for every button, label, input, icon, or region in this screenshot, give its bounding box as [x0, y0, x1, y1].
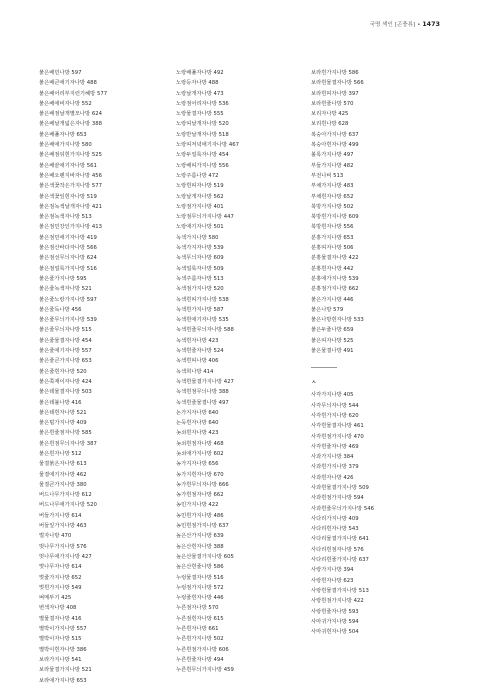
- index-entry: 붉은흰자나방 512: [39, 450, 82, 457]
- index-entry: 벗나무가지나방 576: [39, 543, 87, 550]
- index-entry: 누른흰무늬가지나방 459: [176, 667, 234, 674]
- index-entry: 붉은배오렌지바자나방 456: [39, 172, 102, 179]
- index-entry: 붉은줄독나방 456: [39, 306, 82, 313]
- index-entry: 노랑두얼룩자나방 454: [176, 152, 229, 159]
- index-entry: 분홍가지나방 653: [311, 234, 354, 241]
- index-entry: 복숭아흰자나방 499: [311, 142, 359, 149]
- index-entry: 별박이흰자나방 386: [39, 646, 87, 653]
- index-entry: 벚흰가지나방 549: [39, 584, 82, 591]
- index-entry: 붉은점녹색날개자나방 421: [39, 203, 102, 210]
- running-header: [370, 20, 440, 28]
- index-entry: 붉은가지나방 446: [311, 296, 354, 303]
- index-entry: 노랑점어리자나방 536: [176, 100, 229, 107]
- index-entry: 북방흰가지나방 609: [311, 214, 359, 221]
- index-entry: 녹색흰줄무늬자나방 588: [176, 327, 234, 334]
- index-entry: 붉은물결나방 491: [311, 348, 354, 355]
- index-entry: 붉은줄흰자나방 520: [39, 368, 87, 375]
- index-entry: 사각흰물결자나방 461: [311, 423, 364, 430]
- index-entry: 녹색흰줄자나방 524: [176, 348, 224, 355]
- index-entry: 버들잎가지나방 463: [39, 523, 87, 530]
- index-entry: 녹색주름자나방 513: [176, 275, 224, 282]
- index-entry: 녹색흰자나방 423: [176, 337, 219, 344]
- index-entry: 놋쇠애가지나방 602: [176, 450, 224, 457]
- index-entry: 농가흰무늬자나방 666: [176, 481, 229, 488]
- index-entry: 누른흰자나방 661: [176, 626, 219, 633]
- index-entry: 녹색얼룩자나방 509: [176, 265, 224, 272]
- index-entry: 분홍흰자나방 442: [311, 265, 354, 272]
- index-entry: 논둑흰자나방 640: [176, 420, 219, 427]
- index-entry: 보라흰물결자나방 566: [311, 80, 364, 87]
- index-entry: 사과흰자나방 426: [311, 474, 354, 481]
- index-entry: 보리자나방 425: [311, 111, 349, 118]
- index-entry: 녹색가지나방 580: [176, 234, 219, 241]
- index-entry: 노랑주름나방 472: [176, 172, 219, 179]
- index-entry: 별박이가지나방 557: [39, 626, 87, 633]
- index-entry: 사각흰점가지나방 470: [311, 433, 364, 440]
- index-entry: 부전나비 513: [311, 172, 344, 179]
- index-entry: 부채흰자나방 652: [311, 193, 354, 200]
- index-entry: 붉은털가지나방 409: [39, 420, 87, 427]
- index-entry: 사랑흰줄자나방 593: [311, 608, 359, 615]
- index-entry: 붉은점녹색자나방 513: [39, 214, 92, 221]
- page-number: 1473: [422, 20, 440, 28]
- index-entry: 붉은배민나방 597: [39, 70, 82, 76]
- index-entry: 별박이자나방 515: [39, 636, 82, 643]
- index-entry: 사마귀가지나방 594: [311, 618, 359, 625]
- index-entry: 사다리흰자나방 543: [311, 526, 359, 533]
- index-entry: 노랑물결자나방 555: [176, 111, 224, 118]
- index-entry: 붉은점산바다자나방 566: [39, 245, 97, 252]
- index-entry: 분홍애가지나방 539: [311, 275, 359, 282]
- index-entry: 농민흰가지나방 486: [176, 512, 224, 519]
- index-entry: 농가지흰자나방 670: [176, 471, 224, 478]
- index-entry: 버들가지나방 614: [39, 512, 82, 519]
- index-entry: 보라애가지나방 653: [39, 677, 87, 684]
- index-entry: 사다리흰점자나방 576: [311, 546, 364, 553]
- index-entry: 붉은나방 579: [311, 306, 344, 313]
- index-entry: 논가지자나방 640: [176, 409, 219, 416]
- index-entry: 누렁물결자나방 516: [176, 574, 224, 581]
- index-entry: 별물결자나방 416: [39, 615, 82, 622]
- index-entry: 노랑띠날개자나방 520: [176, 121, 229, 128]
- index-entry: 볼록가지나방 497: [311, 152, 354, 159]
- index-entry: 분홍띠자나방 506: [311, 245, 354, 252]
- index-entry: 붉은점선무늬자나방 624: [39, 255, 97, 262]
- index-entry: 노랑반날개자나방 518: [176, 131, 229, 138]
- index-entry: 노랑날개자나방 473: [176, 90, 224, 97]
- index-entry: 농민가지나방 422: [176, 502, 219, 509]
- index-entry: 붉은흰점무늬자나방 387: [39, 440, 97, 447]
- index-entry: 사각흰가지나방 620: [311, 412, 359, 419]
- index-entry: 농민흰점가지나방 637: [176, 523, 229, 530]
- index-entry: 노랑띠저녁애기자나방 467: [176, 142, 239, 149]
- index-entry: 사랑흰자나방 623: [311, 577, 354, 584]
- index-entry: 붉은테불나방 416: [39, 399, 82, 406]
- index-entry: 복숭아가지나방 637: [311, 131, 359, 138]
- index-entry: 녹색희나방 414: [176, 368, 214, 375]
- index-entry: 벗나무애가지나방 427: [39, 553, 92, 560]
- index-entry: 붉은흰줄점자나방 585: [39, 430, 92, 437]
- index-entry: 보라가지나방 541: [39, 656, 82, 663]
- index-entry: 사다리물결가지나방 641: [311, 536, 369, 543]
- index-entry: 벚줄가지나방 652: [39, 574, 82, 581]
- index-entry: 붉은줄애기자나방 557: [39, 348, 92, 355]
- index-entry: 사과흰가지나방 379: [311, 464, 359, 471]
- index-entry: 사각흰줄자나방 469: [311, 443, 359, 450]
- index-entry: 누렁줄흰자나방 446: [176, 595, 224, 602]
- index-entry: 붉은점얼룩가지나방 516: [39, 265, 97, 272]
- index-entry: 녹색흰애기자나방 535: [176, 317, 229, 324]
- index-entry: 노랑등자나방 488: [176, 80, 219, 87]
- index-entry: 녹색흰띠나방 406: [176, 358, 219, 365]
- index-entry: 붉은테물결자나방 503: [39, 389, 92, 396]
- index-entry: 물결애기자나방 462: [39, 471, 87, 478]
- index-entry: 녹색흰물결가지나방 427: [176, 378, 234, 385]
- index-entry: 붉은줄녹색자나방 521: [39, 286, 92, 293]
- index-entry: 붉은줄물결자나방 454: [39, 337, 92, 344]
- index-entry: 붉은배어리부지런기혜방 577: [39, 90, 108, 97]
- index-entry: 노랑흰띠자나방 519: [176, 183, 224, 190]
- index-entry: 붉은줄무늬자나방 515: [39, 327, 92, 334]
- index-entry: 노랑점무늬가지나방 447: [176, 214, 234, 221]
- section-heading: ㅅ: [311, 380, 317, 387]
- index-entry: 붉은배애비자나방 552: [39, 100, 92, 107]
- index-entry: 붉은배풀자나방 653: [39, 131, 87, 138]
- index-column-3: [311, 68, 374, 637]
- index-entry: 높은산흰자나방 388: [176, 543, 224, 550]
- index-entry: 누른흰가지나방 502: [176, 636, 224, 643]
- index-entry: 농가흰점자나방 662: [176, 492, 224, 499]
- index-entry: 붉은배점날개별모나방 624: [39, 111, 102, 118]
- index-entry: 녹색점가지나방 520: [176, 286, 224, 293]
- index-entry: 농가지자나방 656: [176, 461, 219, 468]
- index-column-2: [176, 68, 239, 676]
- index-entry: 보라흰가지나방 586: [311, 70, 359, 76]
- index-entry: 누른점흰자나방 615: [176, 615, 224, 622]
- index-entry: 녹색흰점무늬나방 388: [176, 389, 229, 396]
- index-column-1: [39, 68, 107, 686]
- index-entry: 녹색무늬자나방 609: [176, 255, 224, 262]
- index-entry: 보리흰나방 628: [311, 121, 349, 128]
- index-entry: 놋쇠흰점자나방 468: [176, 440, 224, 447]
- index-entry: 사과가지나방 384: [311, 454, 354, 461]
- index-entry: 붉은나방흰자나방 533: [311, 317, 364, 324]
- index-entry: 붉은배날개넓은자나방 388: [39, 121, 102, 128]
- index-entry: 사다리흰줄가지나방 637: [311, 557, 369, 564]
- header-separator: •: [417, 22, 421, 28]
- index-entry: 벌자나방 470: [39, 533, 72, 540]
- index-entry: 붉은줄노랑가지나방 597: [39, 296, 97, 303]
- index-entry: 높은산흰줄나방 586: [176, 564, 224, 571]
- index-entry: 놋쇠흰자나방 423: [176, 430, 219, 437]
- index-entry: 사다리가지나방 409: [311, 515, 359, 522]
- index-entry: 누렁점가지나방 572: [176, 584, 224, 591]
- index-entry: 녹색흰줄물결나방 497: [176, 399, 229, 406]
- index-entry: 북방가지나방 502: [311, 203, 354, 210]
- index-entry: 노랑애기자나방 501: [176, 224, 224, 231]
- index-entry: 붉은색꽃작은가지나방 577: [39, 183, 102, 190]
- index-entry: 보라흰띠자나방 397: [311, 90, 359, 97]
- index-entry: 사랑가지나방 394: [311, 567, 354, 574]
- index-entry: 붉은줄가지나방 595: [39, 275, 87, 282]
- index-entry: 붉은배점뒤흰가지나방 525: [39, 152, 102, 159]
- index-entry: 변색자나방 408: [39, 605, 77, 612]
- index-entry: 사랑흰물결가지나방 513: [311, 587, 369, 594]
- section-divider: [311, 367, 337, 368]
- index-entry: 사마귀흰자나방 504: [311, 629, 359, 636]
- index-entry: 보라흰줄나방 570: [311, 100, 354, 107]
- index-entry: 보라물결가지나방 521: [39, 667, 92, 674]
- index-entry: 붉은두줄나방 659: [311, 327, 354, 334]
- index-entry: 붉은줄큰가지나방 653: [39, 358, 92, 365]
- index-entry: 사랑흰점가지나방 422: [311, 598, 364, 605]
- index-entry: 붉은쭉재이자나방 424: [39, 378, 92, 385]
- index-entry: 붉은점민애기자나방 419: [39, 234, 97, 241]
- index-entry: 버드나무애가지나방 520: [39, 502, 97, 509]
- index-entry: 노랑날개자나방 562: [176, 193, 224, 200]
- index-entry: 부채가지나방 483: [311, 183, 354, 190]
- index-entry: 누른흰줄자나방 494: [176, 656, 224, 663]
- index-entry: 붉은점민강인가지나방 413: [39, 224, 102, 231]
- index-entry: 사각무늬자나방 544: [311, 402, 359, 409]
- index-entry: 북방흰자나방 556: [311, 224, 354, 231]
- index-entry: 붉은줄무늬가지나방 539: [39, 317, 97, 324]
- index-entry: 사각가지나방 405: [311, 392, 354, 399]
- index-entry: 붉은색꽃잎흰자나방 519: [39, 193, 97, 200]
- index-entry: 노랑배띠가지나방 556: [176, 162, 229, 169]
- index-entry: 사과흰물결가지나방 509: [311, 484, 369, 491]
- index-entry: 붉은테흰자나방 521: [39, 409, 87, 416]
- index-entry: 벚나무자나방 614: [39, 564, 82, 571]
- index-entry: 붉은배큰애기자나방 488: [39, 80, 97, 87]
- index-entry: 노랑점가지나방 401: [176, 203, 224, 210]
- index-entry: 노랑배풀자나방 492: [176, 70, 224, 76]
- index-entry: 붉은배애가지나방 580: [39, 142, 92, 149]
- index-entry: 높은산가지나방 639: [176, 533, 224, 540]
- index-entry: 분홍물결자나방 422: [311, 255, 359, 262]
- index-entry: 녹색흰가지나방 587: [176, 306, 224, 313]
- index-entry: 벼메뚜기 425: [39, 595, 72, 602]
- index-entry: 부들가지나방 482: [311, 162, 354, 169]
- index-entry: 높은산물결가지나방 605: [176, 553, 234, 560]
- index-entry: 물결붉은자나방 613: [39, 461, 87, 468]
- index-entry: 버드나무가지나방 612: [39, 492, 92, 499]
- index-entry: 누른점자나방 570: [176, 605, 219, 612]
- index-entry: 녹색가지자나방 539: [176, 245, 224, 252]
- index-entry: 붉은띠자나방 525: [311, 337, 354, 344]
- index-entry: 물결큰가지나방 380: [39, 481, 87, 488]
- header-section: [곤충류]: [394, 22, 416, 28]
- index-entry: 녹색흰띠가지나방 538: [176, 296, 229, 303]
- index-entry: 붉은배끝애기자나방 561: [39, 162, 97, 169]
- index-entry: 분홍점가지나방 662: [311, 286, 359, 293]
- header-title: 국명 색인: [369, 22, 393, 28]
- index-entry: 사과흰점가지나방 594: [311, 495, 364, 502]
- index-entry: 사과흰줄무늬가지나방 546: [311, 505, 374, 512]
- index-entry: 누른흰점가지나방 606: [176, 646, 229, 653]
